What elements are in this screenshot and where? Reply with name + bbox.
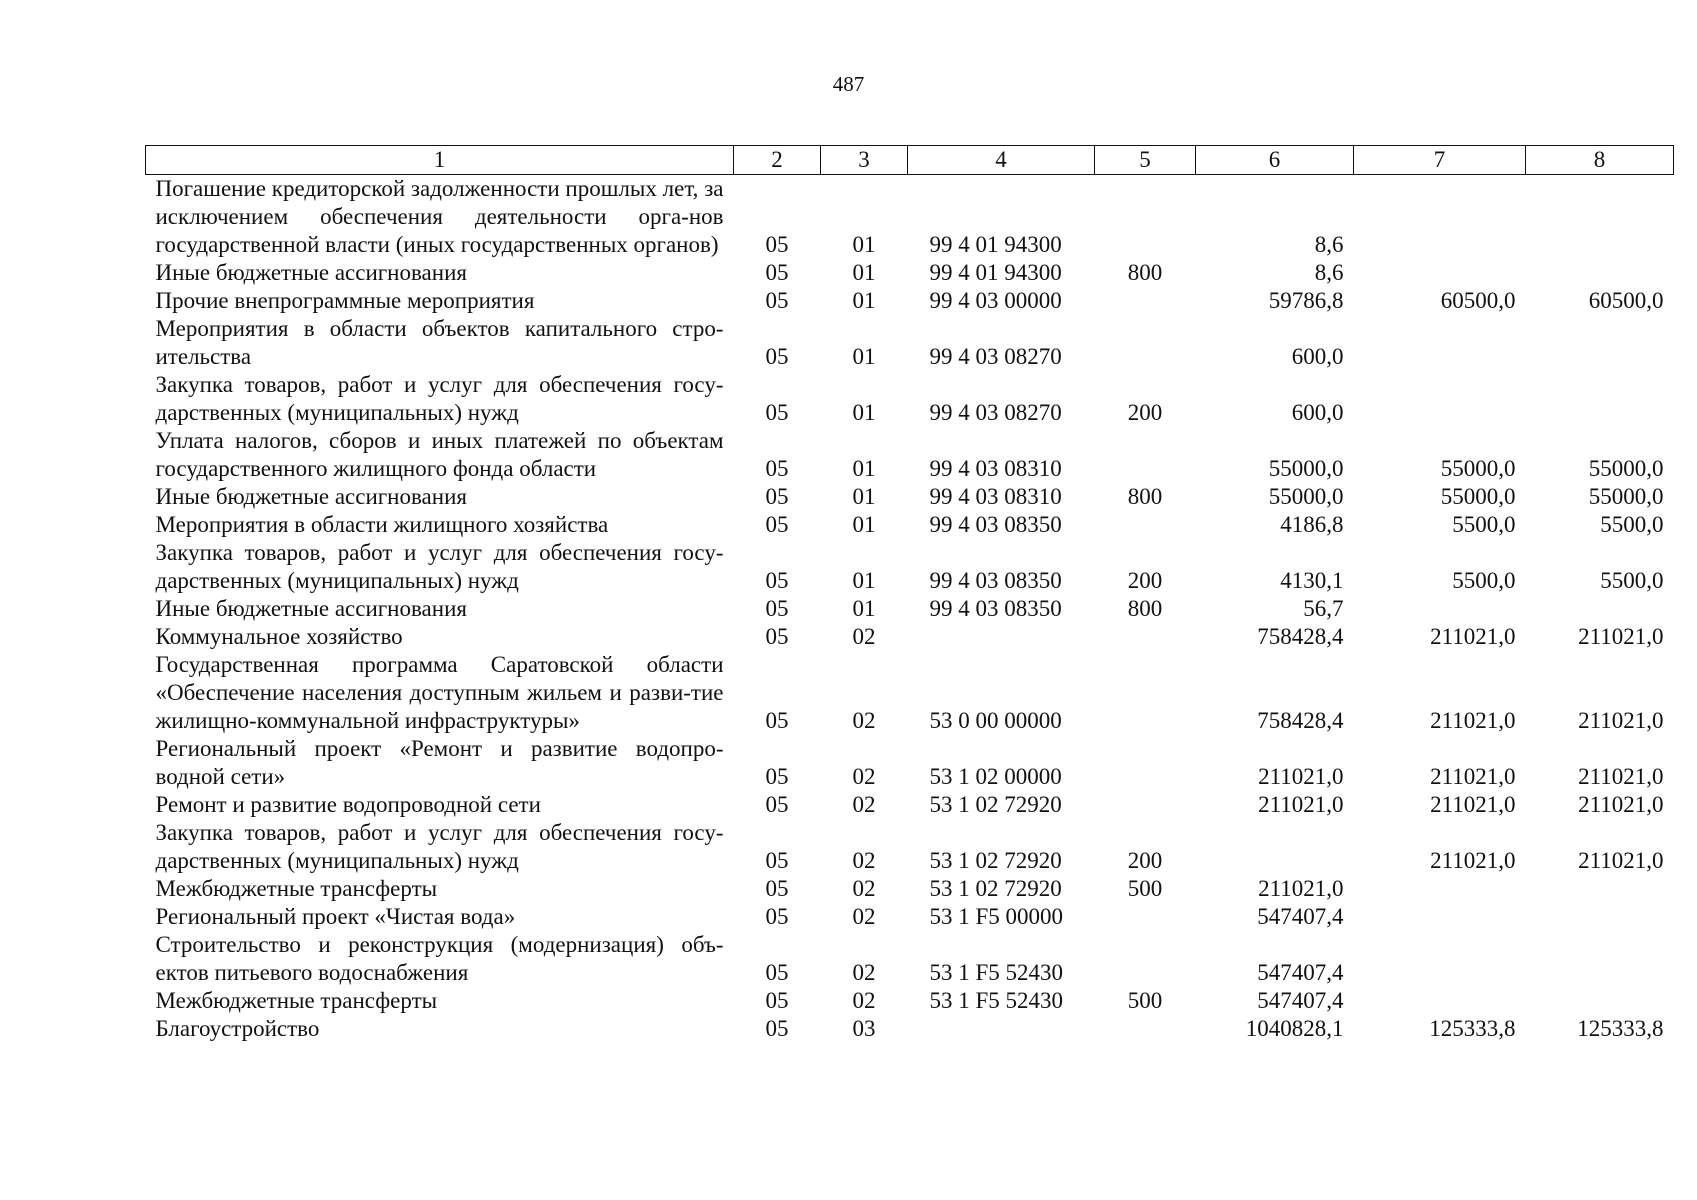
column-header-8: 8 — [1526, 146, 1674, 175]
table-row — [146, 595, 1674, 623]
row-amount-col8: 125333,8 — [1577, 1016, 1664, 1041]
row-expense-type — [1095, 315, 1196, 371]
row-target-article: 53 1 02 72920 — [929, 876, 1062, 901]
row-section: 05 — [765, 848, 789, 873]
row-amount-col7: 211021,0 — [1430, 708, 1516, 733]
row-target-article: 53 1 F5 52430 — [929, 960, 1064, 985]
row-expense-type — [1095, 735, 1196, 791]
row-subsection: 02 — [852, 708, 876, 733]
row-amount-col6: 758428,4 — [1257, 708, 1344, 733]
row-section: 05 — [765, 764, 789, 789]
row-amount-col7: 55000,0 — [1440, 484, 1516, 509]
row-subsection: 01 — [852, 484, 876, 509]
row-expense-type — [1095, 287, 1196, 315]
row-amount-col8 — [1526, 259, 1674, 287]
column-header-5: 5 — [1095, 146, 1196, 175]
row-subsection: 02 — [852, 848, 876, 873]
row-target-article: 99 4 03 08310 — [929, 484, 1062, 509]
row-amount-col8: 211021,0 — [1578, 708, 1664, 733]
header-row — [146, 146, 1674, 175]
row-name: Межбюджетные трансферты — [155, 876, 438, 901]
row-section: 05 — [765, 456, 789, 481]
row-subsection: 01 — [852, 512, 876, 537]
row-amount-col6: 211021,0 — [1258, 792, 1344, 817]
row-amount-col6: 600,0 — [1291, 344, 1344, 369]
row-target-article: 53 0 00 00000 — [929, 708, 1062, 733]
row-section: 05 — [765, 288, 789, 313]
table-row — [146, 623, 1674, 651]
row-amount-col7: 211021,0 — [1430, 792, 1516, 817]
row-expense-type: 500 — [1127, 988, 1163, 1013]
row-amount-col6: 59786,8 — [1268, 288, 1344, 313]
row-expense-type — [1095, 903, 1196, 931]
row-expense-type — [1095, 931, 1196, 987]
row-expense-type — [1095, 511, 1196, 539]
row-name: Ремонт и развитие водопроводной сети — [155, 792, 541, 817]
table-row — [146, 539, 1674, 595]
row-subsection: 01 — [852, 232, 876, 257]
row-expense-type — [1095, 175, 1196, 260]
column-header-3: 3 — [821, 146, 908, 175]
row-amount-col7 — [1354, 987, 1526, 1015]
table-row — [146, 287, 1674, 315]
row-amount-col6: 758428,4 — [1257, 624, 1344, 649]
row-target-article — [908, 1015, 1095, 1043]
row-name: Мероприятия в области объектов капитального стро-ительства — [155, 316, 724, 369]
row-section: 05 — [765, 512, 789, 537]
row-name: Иные бюджетные ассигнования — [155, 596, 467, 621]
budget-table — [145, 145, 1674, 1043]
row-amount-col8: 5500,0 — [1600, 568, 1664, 593]
page-number: 487 — [832, 72, 865, 96]
row-section: 05 — [765, 260, 789, 285]
row-amount-col7 — [1354, 903, 1526, 931]
row-expense-type: 500 — [1127, 876, 1163, 901]
row-subsection: 02 — [852, 988, 876, 1013]
row-expense-type: 800 — [1127, 484, 1163, 509]
table-row — [146, 931, 1674, 987]
row-target-article: 53 1 02 00000 — [929, 764, 1062, 789]
row-amount-col8: 211021,0 — [1578, 848, 1664, 873]
row-section: 05 — [765, 876, 789, 901]
table-row — [146, 735, 1674, 791]
row-expense-type — [1095, 427, 1196, 483]
row-amount-col7: 5500,0 — [1452, 568, 1516, 593]
row-amount-col6: 55000,0 — [1268, 484, 1344, 509]
table-row — [146, 259, 1674, 287]
row-section: 05 — [765, 904, 789, 929]
row-section: 05 — [765, 484, 789, 509]
row-subsection: 01 — [852, 596, 876, 621]
row-name: Прочие внепрограммные мероприятия — [155, 288, 535, 313]
row-name: Региональный проект «Чистая вода» — [155, 904, 516, 929]
table-row — [146, 427, 1674, 483]
row-target-article: 99 4 03 08310 — [929, 456, 1062, 481]
row-amount-col8: 55000,0 — [1588, 456, 1664, 481]
row-subsection: 01 — [852, 456, 876, 481]
table-row — [146, 483, 1674, 511]
row-target-article: 53 1 02 72920 — [929, 848, 1062, 873]
row-expense-type — [1095, 1015, 1196, 1043]
row-amount-col8 — [1526, 875, 1674, 903]
row-amount-col6 — [1196, 819, 1354, 875]
row-amount-col8: 211021,0 — [1578, 624, 1664, 649]
table-row — [146, 903, 1674, 931]
row-target-article — [908, 623, 1095, 651]
row-subsection: 02 — [852, 904, 876, 929]
row-section: 05 — [765, 232, 789, 257]
row-subsection: 01 — [852, 260, 876, 285]
row-expense-type: 200 — [1127, 400, 1163, 425]
table-row — [146, 875, 1674, 903]
row-expense-type: 800 — [1127, 596, 1163, 621]
column-header-7: 7 — [1354, 146, 1526, 175]
row-subsection: 02 — [852, 960, 876, 985]
row-amount-col6: 55000,0 — [1268, 456, 1344, 481]
row-section: 05 — [765, 624, 789, 649]
row-amount-col6: 211021,0 — [1258, 764, 1344, 789]
table-body — [146, 175, 1674, 1044]
row-subsection: 01 — [852, 288, 876, 313]
row-expense-type — [1095, 791, 1196, 819]
row-name: Иные бюджетные ассигнования — [155, 484, 467, 509]
row-target-article: 53 1 02 72920 — [929, 792, 1062, 817]
row-target-article: 99 4 03 08350 — [929, 596, 1062, 621]
row-amount-col7 — [1354, 259, 1526, 287]
table-row — [146, 791, 1674, 819]
row-amount-col6: 600,0 — [1291, 400, 1344, 425]
row-amount-col7: 211021,0 — [1430, 764, 1516, 789]
row-name: Закупка товаров, работ и услуг для обеспечения госу-дарственных (муниципальных) нужд — [155, 820, 724, 873]
row-amount-col8 — [1526, 595, 1674, 623]
row-amount-col7: 60500,0 — [1440, 288, 1516, 313]
row-name: Мероприятия в области жилищного хозяйства — [155, 512, 609, 537]
row-amount-col6: 56,7 — [1303, 596, 1344, 621]
row-amount-col7: 125333,8 — [1429, 1016, 1516, 1041]
row-section: 05 — [765, 988, 789, 1013]
row-section: 05 — [765, 1016, 789, 1041]
row-amount-col8 — [1526, 903, 1674, 931]
row-section: 05 — [765, 960, 789, 985]
column-header-6: 6 — [1196, 146, 1354, 175]
column-header-1: 1 — [146, 146, 734, 175]
row-amount-col6: 547407,4 — [1257, 904, 1344, 929]
row-amount-col8: 60500,0 — [1588, 288, 1664, 313]
row-amount-col6: 4130,1 — [1280, 568, 1344, 593]
table-row — [146, 819, 1674, 875]
table-row — [146, 315, 1674, 371]
row-name: Уплата налогов, сборов и иных платежей по объектам государственного жилищного фонда области — [155, 428, 724, 481]
table-row — [146, 1015, 1674, 1043]
row-expense-type: 200 — [1127, 568, 1163, 593]
row-target-article: 99 4 03 08350 — [929, 512, 1062, 537]
row-name: Строительство и реконструкция (модернизация) объ-ектов питьевого водоснабжения — [155, 932, 724, 985]
table-row — [146, 511, 1674, 539]
row-amount-col8 — [1526, 175, 1674, 260]
row-amount-col8 — [1526, 315, 1674, 371]
row-amount-col7: 55000,0 — [1440, 456, 1516, 481]
row-amount-col8: 55000,0 — [1588, 484, 1664, 509]
row-amount-col7 — [1354, 931, 1526, 987]
table-row — [146, 371, 1674, 427]
row-expense-type: 200 — [1127, 848, 1163, 873]
row-name: Коммунальное хозяйство — [155, 624, 403, 649]
row-subsection: 01 — [852, 400, 876, 425]
row-target-article: 99 4 03 08350 — [929, 568, 1062, 593]
row-subsection: 02 — [852, 792, 876, 817]
table-row — [146, 987, 1674, 1015]
row-section: 05 — [765, 344, 789, 369]
row-expense-type: 800 — [1127, 260, 1163, 285]
row-amount-col7: 211021,0 — [1430, 624, 1516, 649]
row-amount-col6: 1040828,1 — [1245, 1016, 1344, 1041]
row-amount-col6: 547407,4 — [1257, 988, 1344, 1013]
row-name: Благоустройство — [155, 1016, 320, 1041]
row-amount-col8 — [1526, 371, 1674, 427]
row-amount-col7 — [1354, 875, 1526, 903]
row-name: Иные бюджетные ассигнования — [155, 260, 467, 285]
row-name: Региональный проект «Ремонт и развитие водопро-водной сети» — [155, 736, 724, 789]
table-row — [146, 175, 1674, 260]
row-amount-col8 — [1526, 931, 1674, 987]
row-amount-col7 — [1354, 175, 1526, 260]
row-amount-col6: 211021,0 — [1258, 876, 1344, 901]
row-amount-col7: 5500,0 — [1452, 512, 1516, 537]
row-target-article: 99 4 01 94300 — [929, 260, 1062, 285]
row-name: Межбюджетные трансферты — [155, 988, 438, 1013]
row-target-article: 53 1 F5 52430 — [929, 988, 1064, 1013]
row-name: Закупка товаров, работ и услуг для обеспечения госу-дарственных (муниципальных) нужд — [155, 540, 724, 593]
row-amount-col6: 8,6 — [1314, 232, 1344, 257]
row-subsection: 02 — [852, 764, 876, 789]
column-header-4: 4 — [908, 146, 1095, 175]
row-section: 05 — [765, 568, 789, 593]
row-section: 05 — [765, 596, 789, 621]
row-section: 05 — [765, 400, 789, 425]
row-target-article: 99 4 03 08270 — [929, 400, 1062, 425]
row-name: Закупка товаров, работ и услуг для обеспечения госу-дарственных (муниципальных) нужд — [155, 372, 724, 425]
row-section: 05 — [765, 792, 789, 817]
row-amount-col6: 547407,4 — [1257, 960, 1344, 985]
row-name: Погашение кредиторской задолженности прошлых лет, за исключением обеспечения деятельности орга-нов государственной власти (иных государственных органов) — [155, 176, 724, 257]
row-amount-col6: 8,6 — [1314, 260, 1344, 285]
row-amount-col8: 211021,0 — [1578, 792, 1664, 817]
row-subsection: 01 — [852, 344, 876, 369]
row-target-article: 99 4 03 08270 — [929, 344, 1062, 369]
row-expense-type — [1095, 651, 1196, 735]
row-subsection: 02 — [852, 876, 876, 901]
row-amount-col7 — [1354, 371, 1526, 427]
table-row — [146, 651, 1674, 735]
row-amount-col7: 211021,0 — [1430, 848, 1516, 873]
row-amount-col7 — [1354, 595, 1526, 623]
row-amount-col8 — [1526, 987, 1674, 1015]
row-amount-col7 — [1354, 315, 1526, 371]
row-subsection: 02 — [852, 624, 876, 649]
row-name: Государственная программа Саратовской области «Обеспечение населения доступным жильем и разви-тие жилищно-коммунальной инфраструктуры» — [155, 652, 724, 733]
row-amount-col8: 5500,0 — [1600, 512, 1664, 537]
row-target-article: 99 4 01 94300 — [929, 232, 1062, 257]
row-amount-col6: 4186,8 — [1280, 512, 1344, 537]
row-target-article: 99 4 03 00000 — [929, 288, 1062, 313]
row-target-article: 53 1 F5 00000 — [929, 904, 1064, 929]
row-subsection: 01 — [852, 568, 876, 593]
column-header-2: 2 — [734, 146, 821, 175]
row-amount-col8: 211021,0 — [1578, 764, 1664, 789]
row-expense-type — [1095, 623, 1196, 651]
row-subsection: 03 — [852, 1016, 876, 1041]
row-section: 05 — [765, 708, 789, 733]
